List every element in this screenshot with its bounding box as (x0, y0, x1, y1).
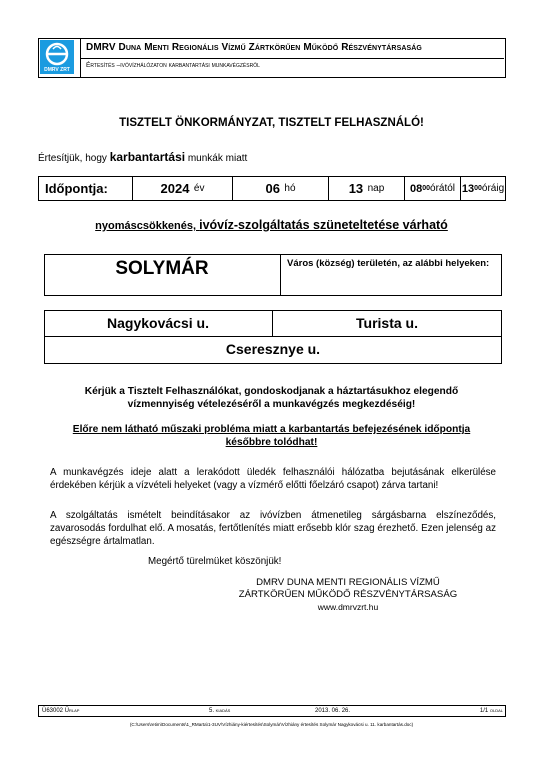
paragraph-valves: A munkavégzés ideje alatt a lerakódott üledék felhasználói hálózatba bejutásának elkerülése érdekében kérjük a vízvételi helyeket (vagy a vízmérő előtti főelzáró csapot) zárva tartani! (50, 467, 496, 491)
footer-edition: 5. kiadás (209, 708, 231, 714)
street-1: Nagykovácsi u. (107, 315, 209, 331)
year-cell (133, 177, 233, 200)
year-value: 2024 (160, 181, 190, 196)
greeting-title: TISZTELT ÖNKORMÁNYZAT, TISZTELT FELHASZNÁLÓ! (119, 117, 424, 129)
year-unit: év (193, 183, 205, 194)
signature-web: www.dmrvzrt.hu (317, 602, 379, 612)
month-value: 06 (265, 181, 280, 196)
to-unit: óráig (481, 183, 505, 194)
from-hour: 08 (409, 182, 423, 195)
footer-date: 2013. 06. 26. (315, 708, 351, 714)
svg-text:DMRV ZRT: DMRV ZRT (44, 67, 70, 73)
intro-text (38, 150, 247, 164)
day-cell (329, 177, 405, 200)
header-subtitle: Értesítés –ivóvízhálózaton karbantartási munkavégzésről (86, 62, 260, 69)
headline (0, 218, 543, 232)
intro-bold: karbantartási (109, 150, 186, 164)
street-2: Turista u. (356, 315, 418, 331)
request-text: Kérjük a Tisztelt Felhasználókat, gondoskodjanak a háztartásukhoz elegendő vízmennyiség vételezéséről a munkavégzés megkezdéséig! (84, 386, 459, 410)
dmrv-logo-icon (40, 40, 74, 74)
day-value: 13 (348, 181, 364, 196)
location-note: Város (község) területén, az alábbi helyeken: (287, 258, 490, 269)
town-name: SOLYMÁR (115, 258, 209, 279)
intro-pre: Értesítjük, hogy (38, 153, 110, 164)
headline-part1: nyomáscsökkenés, (95, 220, 200, 232)
header-hline (81, 58, 504, 59)
month-unit: hó (284, 183, 296, 194)
streets-hline (44, 336, 502, 337)
date-table (38, 176, 506, 201)
headline-part2: ivóvíz-szolgáltatás szüneteltetése várható (199, 218, 448, 232)
signature-line1: DMRV DUNA MENTI REGIONÁLIS VÍZMŰ (256, 577, 440, 588)
from-min: 00 (422, 185, 431, 192)
day-unit: nap (367, 183, 385, 194)
file-path: (C:\Users\retim\Documents\1_RMarta\1-3UV\Vízhiány-kiértesítés\Solymár\Vízhiány értesítés Solymár Nagykovácsi u. 11. karbantartás.doc) (129, 722, 414, 727)
footer-form: Ü63002 Űrlap (42, 708, 80, 714)
from-unit: órától (430, 183, 456, 194)
location-divider (280, 254, 281, 296)
from-cell (405, 177, 461, 200)
intro-post: munkák miatt (185, 153, 248, 164)
company-name: DMRV Duna Menti Regionális Vízmű Zártkörűen Működő Részvénytársaság (86, 42, 422, 53)
signature-block (218, 577, 478, 613)
signature-line2: ZÁRTKÖRŰEN MŰKÖDŐ RÉSZVÉNYTÁRSASÁG (238, 589, 458, 600)
thanks-text: Megértő türelmüket köszönjük! (148, 556, 282, 567)
date-label-cell (39, 177, 133, 200)
paragraph-discoloration: A szolgáltatás ismételt beindításakor az ivóvízben átmenetileg sárgásbarna elszíneződés, zavarosodás fordulhat elő. A mosatás, fertőtlenítés miatt erősebb klór szag érezhető. Ezen jelenség az egészségre ártalmatlan. (50, 510, 496, 547)
footer-table (38, 705, 506, 717)
street-3: Cseresznye u. (225, 341, 321, 357)
warning-text: Előre nem látható műszaki probléma miatt a karbantartás befejezésének időpontja későbbre tolódhat! (72, 424, 471, 448)
footer-page: 1/1 oldal (479, 708, 503, 714)
date-label: Időpontja: (45, 181, 108, 196)
to-hour: 13 (461, 182, 475, 195)
to-min: 00 (474, 185, 482, 192)
month-cell (233, 177, 329, 200)
to-cell (461, 177, 505, 200)
